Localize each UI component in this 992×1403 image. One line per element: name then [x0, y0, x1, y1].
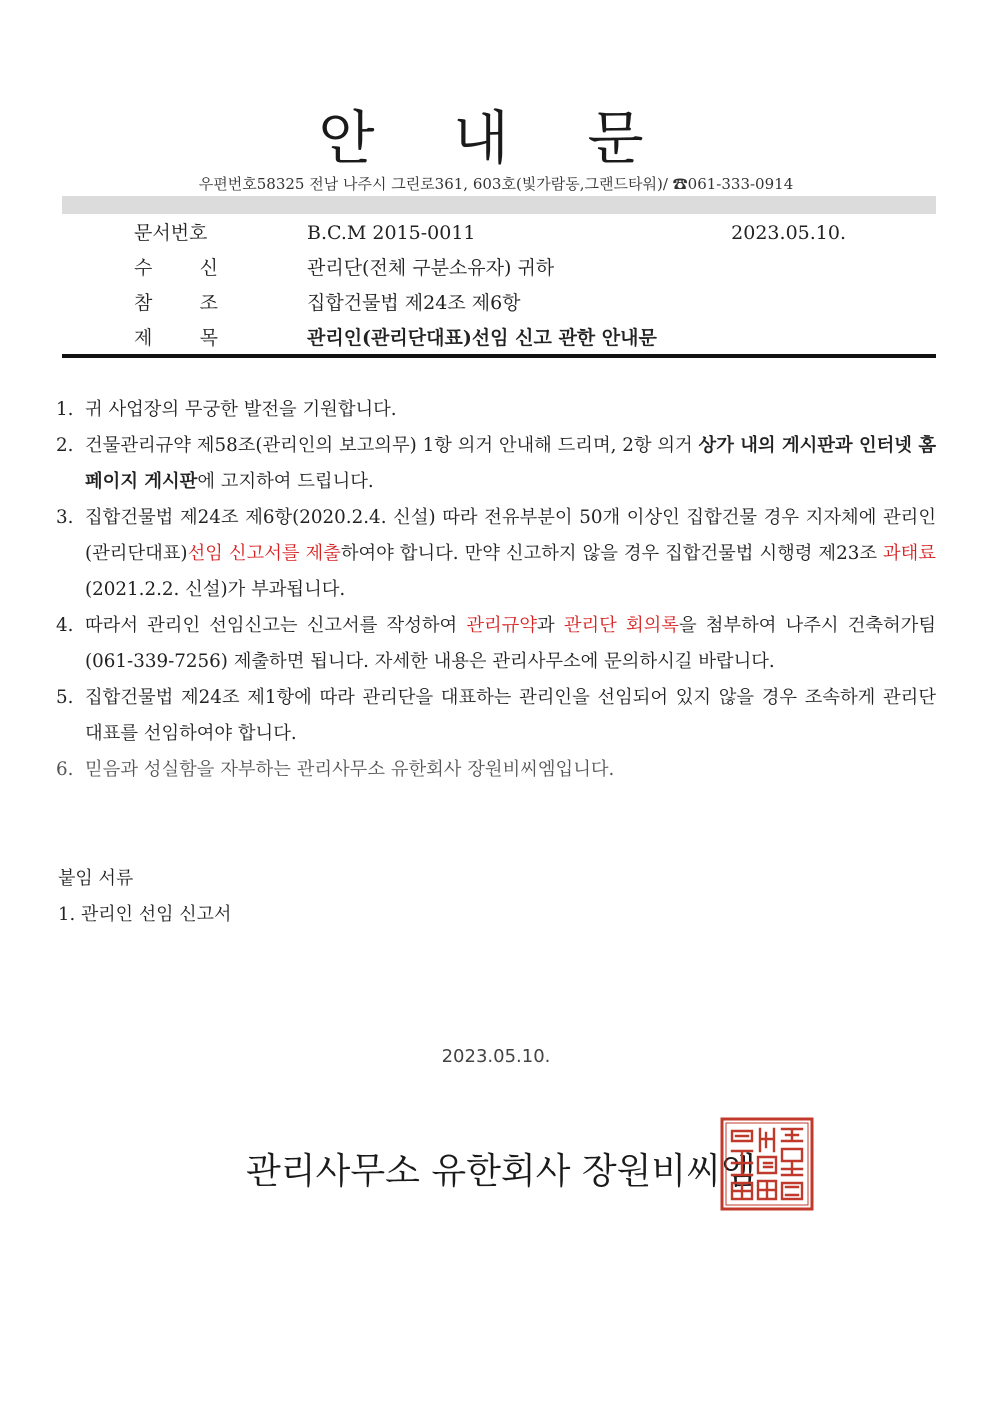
- meta-row-subject: [62, 323, 936, 353]
- item-red-text: 관리단 회의록: [563, 615, 679, 636]
- header-rule: [62, 354, 936, 358]
- notice-item-6: [56, 752, 936, 788]
- meta-row-recipient: [62, 253, 936, 283]
- header-shade-bar: [62, 196, 936, 214]
- notice-item-2: [56, 428, 936, 500]
- footer-date: 2023.05.10.: [441, 1046, 551, 1067]
- item-number: 6.: [56, 759, 74, 780]
- reference-label: [134, 288, 218, 318]
- meta-row-reference: [62, 288, 936, 318]
- meta-row-doc-number: [62, 218, 936, 248]
- item-red-text: 선임 신고서를 제출: [187, 543, 341, 564]
- item-red-text: 과태료: [883, 543, 936, 564]
- item-number: 3.: [56, 507, 74, 528]
- seal-graphic: [720, 1117, 814, 1211]
- item-text: 집합건물법 제24조 제1항에 따라 관리단을 대표하는 관리인을 선임되어 있지 않을 경우 조속하게 관리단 대표를 선임하여야 합니다.: [85, 687, 936, 744]
- item-text: (2021.2.2. 신설)가 부과됩니다.: [85, 579, 346, 600]
- item-number: 4.: [56, 615, 74, 636]
- doc-date: 2023.05.10.: [731, 222, 846, 244]
- reference-label-char-1: 참: [134, 292, 153, 314]
- subject-value: 관리인(관리단대표)선임 신고 관한 안내문: [307, 327, 657, 349]
- item-text: 하여야 합니다. 만약 신고하지 않을 경우 집합건물법 시행령 제23조: [340, 543, 884, 564]
- reference-value: 집합건물법 제24조 제6항: [307, 292, 521, 314]
- item-number: 5.: [56, 687, 74, 708]
- signer-name: 관리사무소 유한회사 장원비씨엠: [246, 1151, 756, 1192]
- item-text: 건물관리규약 제58조(관리인의 보고의무) 1항 의거 안내해 드리며, 2항 의거: [85, 435, 699, 456]
- notice-item-1: [56, 392, 936, 428]
- item-text: 에 고지하여 드립니다.: [197, 471, 374, 492]
- item-text: 귀 사업장의 무궁한 발전을 기원합니다.: [85, 399, 397, 420]
- item-number: 1.: [56, 399, 74, 420]
- item-red-text: 관리규약: [466, 615, 537, 636]
- item-text: 집합건물법 제24조 제6항(2020.2.4. 신설) 따라 전유부분이 50개 이상인 집합건물 경우 지자체에 관리인(관리단대표): [85, 507, 936, 564]
- doc-number-label: 문서번호: [134, 222, 208, 244]
- notice-item-4: [56, 608, 936, 680]
- item-number: 2.: [56, 435, 74, 456]
- recipient-label: [134, 253, 218, 283]
- item-text: 과: [536, 615, 564, 636]
- recipient-label-char-2: 신: [199, 257, 218, 279]
- doc-number-value: B.C.M 2015-0011: [307, 222, 476, 244]
- item-text: 을 첨부하여 나주시 건축허가팀(061-339-7256) 제출하면 됩니다. 자세한 내용은 관리사무소에 문의하시길 바랍니다.: [85, 615, 936, 672]
- document-title: 안 내 문: [318, 104, 674, 172]
- reference-label-char-2: 조: [199, 292, 218, 314]
- subject-label: [134, 323, 218, 353]
- notice-item-5: [56, 680, 936, 752]
- company-seal-stamp: [720, 1117, 814, 1211]
- sender-address: 우편번호58325 전남 나주시 그린로361, 603호(빛가람동,그랜드타워)/ ☎061-333-0914: [198, 175, 794, 193]
- notice-item-3: [56, 500, 936, 608]
- item-text: 믿음과 성실함을 자부하는 관리사무소 유한회사 장원비씨엠입니다.: [85, 759, 615, 780]
- notice-body: [56, 392, 936, 788]
- recipient-value: 관리단(전체 구분소유자) 귀하: [307, 257, 555, 279]
- item-text: 따라서 관리인 선임신고는 신고서를 작성하여: [85, 615, 467, 636]
- subject-label-char-1: 제: [134, 327, 153, 349]
- attachments-title: 붙임 서류: [58, 868, 134, 889]
- recipient-label-char-1: 수: [134, 257, 153, 279]
- subject-label-char-2: 목: [199, 327, 218, 349]
- attachment-item: 1. 관리인 선임 신고서: [58, 904, 232, 925]
- item-bold-text: 상가 내의 게시판과 인터넷 홈페이지 게시판: [85, 435, 936, 492]
